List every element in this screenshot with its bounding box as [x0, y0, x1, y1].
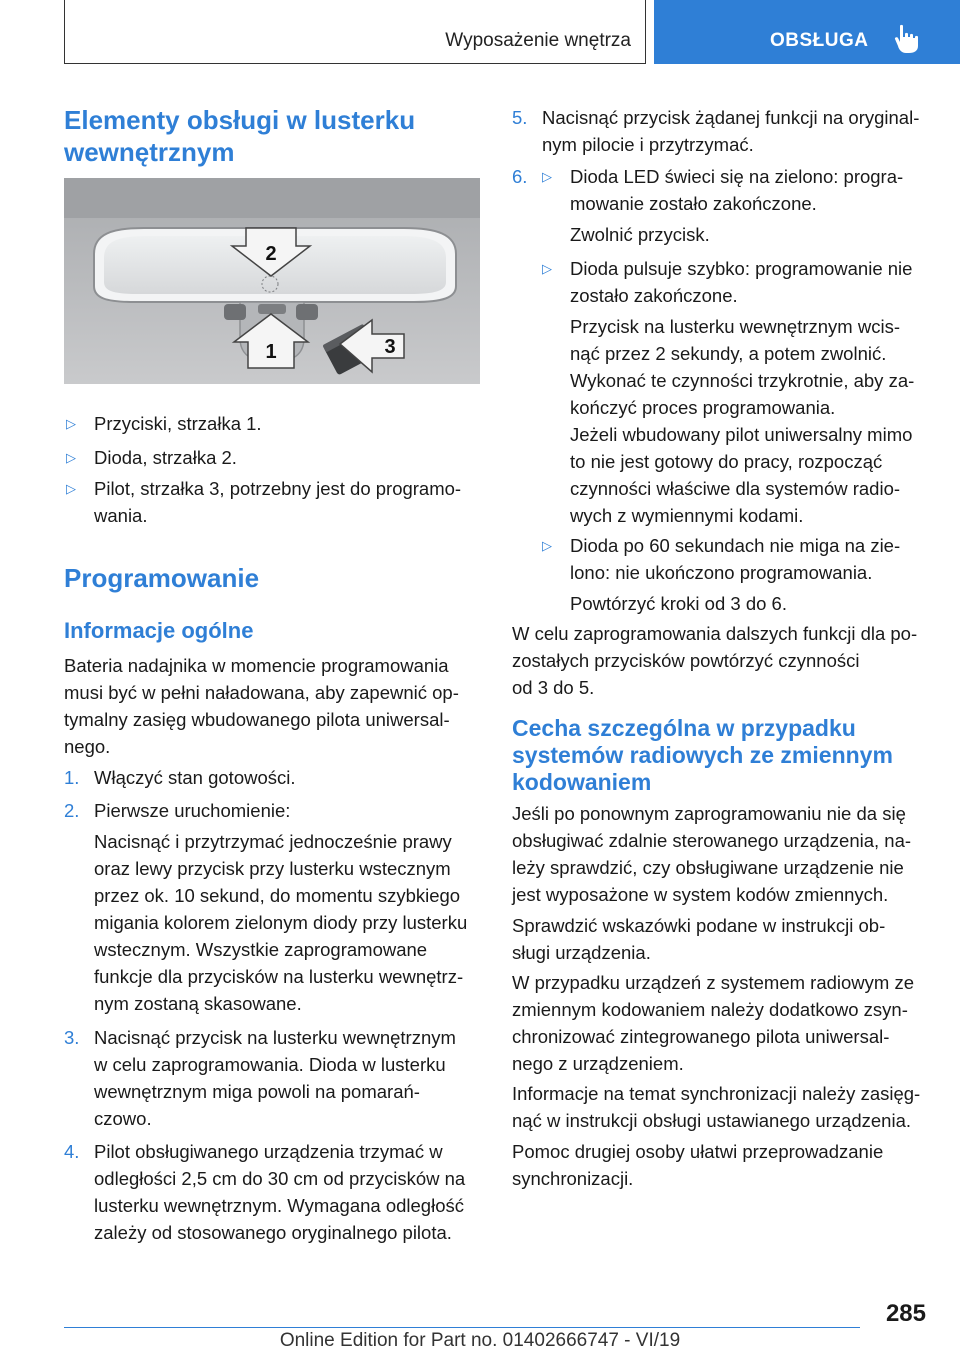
bullet-item-cont: wania. — [94, 505, 148, 526]
page-number: 285 — [885, 1300, 926, 1327]
bullet-item: Pilot, strzałka 3, potrzebny jest do programo- — [94, 478, 462, 499]
section-heading-mirror-controls: Elementy obsługi w lusterku wewnętrznym — [64, 105, 416, 167]
special-line: Informacje na temat synchronizacji należy zasięg- — [512, 1083, 921, 1104]
step-line: odległości 2,5 cm do 30 cm od przycisków na — [94, 1168, 466, 1189]
after-steps-line: W celu zaprogramowania dalszych funkcji dla po- — [512, 623, 918, 644]
figure-label-3: 3 — [384, 336, 396, 358]
step-number: 4. — [64, 1141, 80, 1162]
bullet-item: Przyciski, strzałka 1. — [94, 413, 262, 434]
section-heading-programming: Programowanie — [64, 563, 260, 593]
step-line: oraz lewy przycisk przy lusterku wstecznym — [94, 858, 451, 879]
figure-label-2: 2 — [265, 243, 277, 265]
mirror-illustration — [64, 178, 480, 384]
step-number: 6. — [512, 166, 528, 187]
step6-followup: Przycisk na lusterku wewnętrznym wcis- — [570, 316, 900, 337]
special-line: chronizować zintegrowanego pilota uniwersal- — [512, 1026, 890, 1047]
bullet-triangle-icon: ▷ — [542, 169, 552, 184]
special-line: Pomoc drugiej osoby ułatwi przeprowadzanie — [512, 1141, 884, 1162]
bullet-triangle-icon: ▷ — [66, 450, 76, 465]
footer-divider — [64, 1327, 860, 1328]
subheading-rolling-code: systemów radiowych ze zmiennym — [512, 742, 893, 768]
step6-bullet: mowanie zostało zakończone. — [570, 193, 817, 214]
bullet-triangle-icon: ▷ — [66, 416, 76, 431]
subheading-rolling-code: Cecha szczególna w przypadku — [512, 715, 856, 741]
step-line: Pierwsze uruchomienie: — [94, 800, 291, 821]
step-line: wstecznym. Wszystkie zaprogramowane — [94, 939, 428, 960]
step-line: Włączyć stan gotowości. — [94, 767, 296, 788]
special-line: jest wyposażone w system kodów zmiennych. — [512, 884, 889, 905]
step-line: Nacisnąć przycisk żądanej funkcji na oryginal- — [542, 107, 920, 128]
info-line: tymalny zasięg wbudowanego pilota uniwersal- — [64, 709, 450, 730]
step6-bullet: zostało zakończone. — [570, 285, 738, 306]
header-chapter-title: OBSŁUGA — [770, 30, 869, 51]
special-line: synchronizacji. — [512, 1168, 634, 1189]
special-line: Sprawdzić wskazówki podane w instrukcji ob- — [512, 915, 886, 936]
step-line: wewnętrznym miga powoli na pomarań- — [94, 1081, 420, 1102]
header-section-title: Wyposażenie wnętrza — [445, 30, 631, 51]
info-line: musi być w pełni naładowana, aby zapewnić op- — [64, 682, 459, 703]
special-line: nego z urządzeniem. — [512, 1053, 684, 1074]
special-line: obsługiwać zdalnie sterowanego urządzenia, na- — [512, 830, 912, 851]
special-line: nąć w instrukcji obsługi ustawianego urządzenia. — [512, 1110, 911, 1131]
footer-edition: Online Edition for Part no. 01402666747 - VI/19 — [279, 1330, 681, 1351]
special-line: W przypadku urządzeń z systemem radiowym ze — [512, 972, 914, 993]
subheading-general-info: Informacje ogólne — [64, 618, 254, 643]
step-number: 1. — [64, 767, 80, 788]
step-line: zależy od stosowanego oryginalnego pilota. — [94, 1222, 452, 1243]
mirror-controls-figure — [64, 178, 480, 384]
special-line: Jeśli po ponownym zaprogramowaniu nie da się — [512, 803, 906, 824]
bullet-triangle-icon: ▷ — [66, 481, 76, 496]
step6-bullet: Dioda po 60 sekundach nie miga na zie- — [570, 535, 901, 556]
bullet-triangle-icon: ▷ — [542, 261, 552, 276]
figure-label-1: 1 — [265, 341, 277, 363]
step6-followup: Powtórzyć kroki od 3 do 6. — [570, 593, 787, 614]
subheading-rolling-code: kodowaniem — [512, 769, 652, 795]
step-line: nym zostaną skasowane. — [94, 993, 302, 1014]
step6-followup: wych z wymiennymi kodami. — [570, 505, 804, 526]
after-steps-line: od 3 do 5. — [512, 677, 595, 698]
special-line: leży sprawdzić, czy obsługiwane urządzenie nie — [512, 857, 904, 878]
step-number: 2. — [64, 800, 80, 821]
step-line: w celu zaprogramowania. Dioda w lusterku — [94, 1054, 446, 1075]
special-line: sługi urządzenia. — [512, 942, 651, 963]
special-line: zmiennym kodowaniem należy dodatkowo zsyn- — [512, 999, 908, 1020]
bullet-triangle-icon: ▷ — [542, 538, 552, 553]
step-line: nym pilocie i przytrzymać. — [542, 134, 754, 155]
info-line: nego. — [64, 736, 111, 757]
step6-bullet: Dioda LED świeci się na zielono: progra- — [570, 166, 904, 187]
step-number: 5. — [512, 107, 528, 128]
header-chapter-tab — [654, 0, 960, 64]
header-section-box — [64, 0, 646, 64]
bullet-item: Dioda, strzałka 2. — [94, 447, 237, 468]
step6-followup: nąć przez 2 sekundy, a potem zwolnić. — [570, 343, 887, 364]
step-line: przez ok. 10 sekund, do momentu szybkiego — [94, 885, 461, 906]
step6-followup: Wykonać te czynności trzykrotnie, aby za- — [570, 370, 915, 391]
step-line: funkcje dla przycisków na lusterku wewnętrz- — [94, 966, 464, 987]
step6-bullet: Dioda pulsuje szybko: programowanie nie — [570, 258, 913, 279]
step6-followup: Jeżeli wbudowany pilot uniwersalny mimo — [570, 424, 913, 445]
pointing-hand-icon — [894, 24, 922, 54]
step6-followup: Zwolnić przycisk. — [570, 224, 710, 245]
step6-followup: kończyć proces programowania. — [570, 397, 836, 418]
step6-followup: to nie jest gotowy do pracy, rozpocząć — [570, 451, 883, 472]
step6-followup: czynności właściwe dla systemów radio- — [570, 478, 901, 499]
step-line: czowo. — [94, 1108, 152, 1129]
info-line: Bateria nadajnika w momencie programowania — [64, 655, 449, 676]
step-line: lusterku wewnętrznym. Wymagana odległość — [94, 1195, 464, 1216]
step6-bullet: lono: nie ukończono programowania. — [570, 562, 873, 583]
step-line: Nacisnąć przycisk na lusterku wewnętrznym — [94, 1027, 456, 1048]
step-line: Nacisnąć i przytrzymać jednocześnie prawy — [94, 831, 452, 852]
step-line: Pilot obsługiwanego urządzenia trzymać w — [94, 1141, 443, 1162]
after-steps-line: zostałych przycisków powtórzyć czynności — [512, 650, 860, 671]
step-number: 3. — [64, 1027, 80, 1048]
step-line: migania kolorem zielonym diody przy lusterku — [94, 912, 468, 933]
